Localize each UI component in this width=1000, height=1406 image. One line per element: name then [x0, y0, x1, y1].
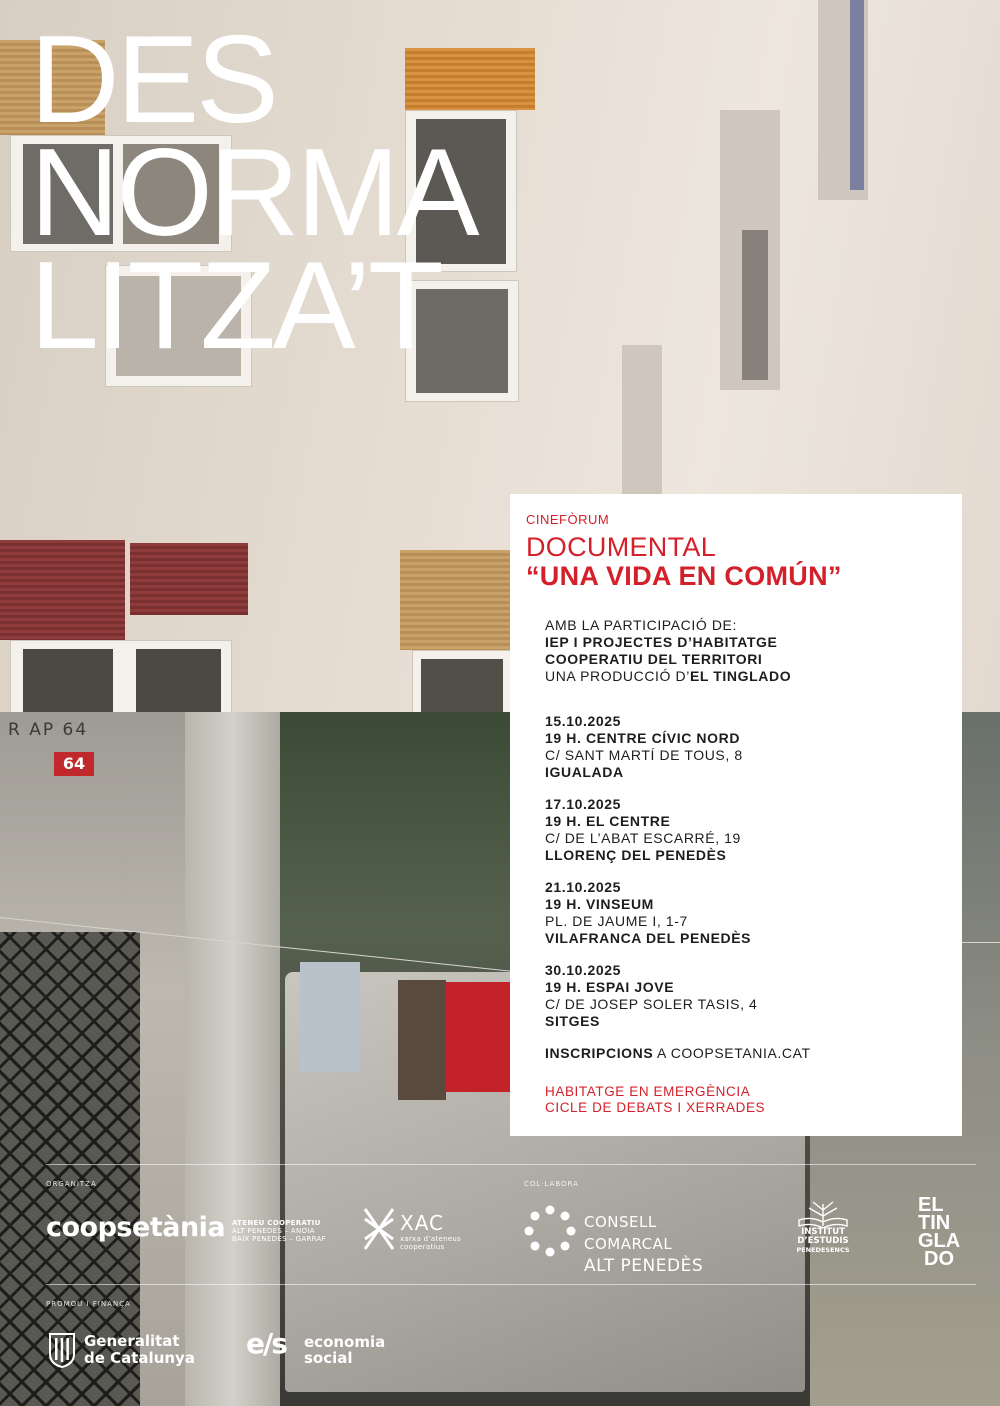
- session-town: LLORENÇ DEL PENEDÈS: [545, 847, 727, 863]
- participants-line-2: COOPERATIU DEL TERRITORI: [545, 651, 763, 667]
- production-name: EL TINGLADO: [689, 668, 792, 684]
- iep-line-1: INSTITUT: [801, 1227, 845, 1237]
- session-venue: 19 H. CENTRE CÍVIC NORD: [545, 730, 741, 746]
- session-list: [545, 713, 952, 1116]
- ateneu-cooperatiu-logo[interactable]: [232, 1219, 326, 1243]
- tinglado-line-4: DO: [924, 1248, 954, 1270]
- xac-mark-icon: [362, 1205, 396, 1253]
- window-recess: [720, 110, 780, 390]
- brown-shirt: [398, 980, 446, 1100]
- tinglado-line-1: EL: [918, 1194, 944, 1216]
- economia-social-mark: e/s: [246, 1327, 286, 1360]
- participation-label: AMB LA PARTICIPACIÓ DE:: [545, 617, 737, 633]
- inscriptions-label: INSCRIPCIONS: [545, 1045, 654, 1061]
- session-date: 21.10.2025: [545, 879, 622, 895]
- economia-line-2: social: [304, 1349, 353, 1367]
- stone-pillar: [185, 712, 280, 1406]
- footer-divider: [46, 1164, 976, 1165]
- economia-line-1: economia: [304, 1333, 386, 1351]
- session-date: 30.10.2025: [545, 962, 622, 978]
- window-blind: [0, 540, 125, 640]
- footer-divider: [46, 1284, 976, 1285]
- title-line-2: NORMA: [30, 124, 477, 262]
- book-tree-icon: [795, 1198, 851, 1228]
- wall-lettering: R AP 64: [8, 720, 89, 740]
- session-town: IGUALADA: [545, 764, 624, 780]
- window: [412, 650, 512, 712]
- house-number-plate: 64: [54, 752, 94, 776]
- film-title: “UNA VIDA EN COMÚN”: [526, 561, 842, 591]
- red-shirt: [435, 982, 510, 1092]
- window-blind: [130, 543, 248, 615]
- session-town: VILAFRANCA DEL PENEDÈS: [545, 930, 752, 946]
- session-town: SITGES: [545, 1013, 600, 1029]
- tinglado-line-2: TIN: [918, 1212, 951, 1234]
- xac-name: XAC: [400, 1211, 444, 1235]
- cycle-info: [545, 1084, 952, 1116]
- consell-line-2: ALT PENEDÈS: [584, 1256, 704, 1276]
- cycle-title: HABITATGE EN EMERGÈNCIA: [545, 1084, 751, 1099]
- event-info-card: [510, 494, 962, 1136]
- session-item: [545, 713, 952, 781]
- session-venue: 19 H. ESPAI JOVE: [545, 979, 675, 995]
- xac-line-1: xarxa d’ateneus: [400, 1235, 462, 1243]
- hanging-sheet: [300, 962, 360, 1072]
- inscriptions-link[interactable]: [545, 1045, 952, 1062]
- event-kicker: CINEFÒRUM: [526, 512, 610, 527]
- session-address: C/ SANT MARTÍ DE TOUS, 8: [545, 747, 743, 763]
- iep-line-2: D’ESTUDIS: [797, 1236, 849, 1246]
- coopsetania-wordmark: coopsetània: [46, 1212, 226, 1243]
- window-recess: [622, 345, 662, 515]
- participation-block: [545, 617, 952, 685]
- consell-ring-icon: [524, 1205, 576, 1257]
- session-item: [545, 879, 952, 947]
- organitza-label: ORGANITZA: [46, 1180, 97, 1188]
- title-line-3: LITZA’T: [30, 237, 441, 375]
- ateneu-line-1: ALT PENEDÈS – ANOIA: [232, 1227, 315, 1235]
- generalitat-line-2: de Catalunya: [84, 1349, 195, 1367]
- tinglado-line-3: GLA: [918, 1230, 961, 1252]
- production-prefix: UNA PRODUCCIÓ D’: [545, 668, 690, 684]
- window-blind: [400, 550, 510, 650]
- cycle-subtitle: CICLE DE DEBATS I XERRADES: [545, 1100, 766, 1115]
- session-venue: 19 H. EL CENTRE: [545, 813, 671, 829]
- session-address: PL. DE JAUME I, 1-7: [545, 913, 688, 929]
- iep-logo[interactable]: [793, 1198, 853, 1255]
- window-recess: [818, 0, 868, 200]
- session-venue: 19 H. VINSEUM: [545, 896, 654, 912]
- xac-line-2: cooperatius: [400, 1243, 445, 1251]
- promou-label: PROMOU I FINANÇA: [46, 1300, 131, 1308]
- event-type: DOCUMENTAL: [526, 532, 717, 562]
- ateneu-line-2: BAIX PENEDÈS – GARRAF: [232, 1235, 326, 1243]
- senyera-shield-icon: [48, 1332, 76, 1368]
- el-tinglado-logo[interactable]: [918, 1196, 960, 1268]
- title-line-1: DES: [30, 11, 276, 149]
- consell-line-1: CONSELL COMARCAL: [584, 1213, 673, 1253]
- session-item: [545, 962, 952, 1030]
- collabora-label: COL·LABORA: [524, 1180, 579, 1188]
- production-credit: [545, 668, 952, 685]
- ateneu-title: ATENEU COOPERATIU: [232, 1219, 321, 1227]
- coopsetania-logo[interactable]: [46, 1212, 225, 1243]
- session-date: 15.10.2025: [545, 713, 622, 729]
- session-address: C/ DE JOSEP SOLER TASIS, 4: [545, 996, 758, 1012]
- clothesline: [960, 942, 1000, 943]
- inscriptions-url: A COOPSETANIA.CAT: [653, 1045, 811, 1061]
- session-address: C/ DE L’ABAT ESCARRÉ, 19: [545, 830, 741, 846]
- session-date: 17.10.2025: [545, 796, 622, 812]
- iep-line-3: PENEDESENCS: [796, 1246, 850, 1254]
- window: [10, 640, 232, 712]
- participants-line-1: IEP I PROJECTES D’HABITATGE: [545, 634, 778, 650]
- poster-title: [30, 11, 477, 375]
- session-item: [545, 796, 952, 864]
- generalitat-line-1: Generalitat: [84, 1332, 180, 1350]
